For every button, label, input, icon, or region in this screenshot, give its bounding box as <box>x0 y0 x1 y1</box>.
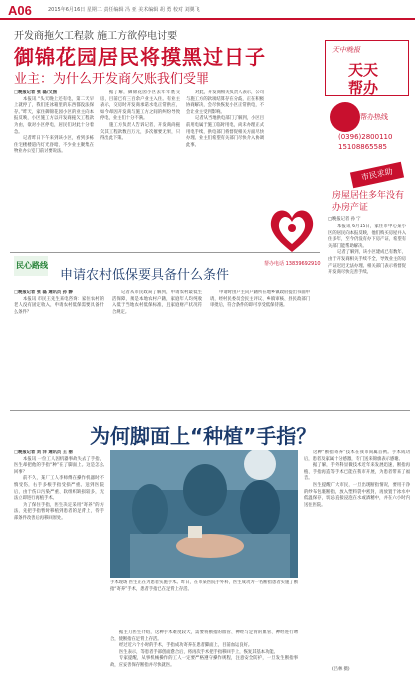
dateline: 2015年6月16日 星期二 责任编辑 冯 亚 美术编辑 胡 勇 校对 刘翼飞 <box>48 7 200 13</box>
lead-col1-para: 记者昨日下午来到该小区，看到多栋住宅楼楼道内灯光昏暗，不少业主聚集在物业办公室门前讨要说法。 <box>14 136 94 155</box>
lead-col3-para: 记者从当地供电部门了解到，小区目前用电属于施工临时用电，尚未办理正式用电手续，供电部门将督促相关方面尽快办理。业主们希望有关部门尽快介入协调此事。 <box>186 116 264 148</box>
section2-brand: 民心路线 <box>16 261 48 270</box>
section2-column-3 <box>210 290 310 402</box>
feature-column-bottom <box>110 630 298 670</box>
right-rail <box>324 40 410 320</box>
surgery-photo <box>110 450 298 578</box>
lead-col2-para: 据了解，御锦花园小区去年年底交房，目前已有三百余户业主入住。有业主表示，交房时开发商承诺水电正常供应，如今却因开发商与施工方之间的纠纷导致停电，业主们十分不满。 <box>100 90 180 122</box>
photo-caption: 手术现场 医生正在为患者实施手术。昨日，在市某医院手外科，医生成功为一名断指患者实施了断指“寄养”手术，患者手指已在足背上存活。 <box>110 580 298 592</box>
section2-column-2 <box>112 290 202 402</box>
lead-column-1 <box>14 90 94 250</box>
page-header-bar <box>0 0 415 20</box>
rail-title-line1: 天天 <box>348 61 379 79</box>
lead-col3-para: 对此，开发商相关负责人表示，公司与施工方的款项结算存在分歧，正在积极协商解决，会尽快恢复小区正常供电，不会让业主受到影响。 <box>186 90 264 115</box>
lead-column-2 <box>100 90 180 250</box>
rail-byline: □晚报记者 孙 宁 <box>328 217 361 222</box>
section-divider <box>10 410 410 411</box>
section-divider <box>10 252 320 253</box>
phone-icon <box>330 102 360 132</box>
feature-right-para: 医生提醒广大市民，一旦出现断指情况，要用干净的纱布包裹断指，放入塑料袋中密封，再放置于冰水中低温保存，切忌直接浸泡在水或酒精中，并在六小时内送往医院。 <box>304 482 410 508</box>
feature-col2-para: 经过近六个小时的手术，手指成功寄养在患者脚面上，目前血运良好。 <box>119 643 253 649</box>
section2-byline: □晚报记者 张 磊 通讯员 孙 静 <box>14 290 73 295</box>
rail-body <box>328 224 406 320</box>
feature-right-para: 据了解，手外科显微技术近年来发展迅速，断指再植、手指再造等手术已能在我市开展，为患者带来了福音。 <box>304 463 410 482</box>
section2-column-1 <box>14 290 104 402</box>
section2-headline: 申请农村低保要具备什么条件 <box>60 268 230 283</box>
lead-headline: 御锦花园居民将摸黑过日子 <box>14 45 266 69</box>
rail-title-box <box>325 40 409 96</box>
rail-title-line2: 帮办 <box>348 79 379 97</box>
lead-kicker: 开发商拖欠工程款 施工方欲停电讨要 <box>14 31 178 42</box>
feature-col2-para: 据主刀医生介绍，这种手术难度较大，需要将断指的血管、神经与足背的血管、神经进行吻合，使断指在足背上存活。 <box>110 630 298 642</box>
section2-col3-para: 申请时由户主向户籍所在地乡镇政府提出书面申请，经村民委员会民主评议、乡镇审核、县民政部门审批后，符合条件的即可享受低保待遇。 <box>210 290 310 309</box>
rail-body-para: 记者了解到，该小区建成已有数年，由于开发商相关手续不全，导致业主的房产证迟迟无法办理。相关部门表示将督促开发商尽快完善手续。 <box>328 250 406 276</box>
feature-col1-para: 本报讯 一位工人因机器事故失去了手指，医生却把他的手指“种”在了脚面上。这是怎么回事？ <box>14 456 104 475</box>
feature-right-para: 这种“断指寄养”技术在我市尚属首例。手术成功后，患者及家属十分感激，专门送来锦旗表示感谢。 <box>304 450 410 462</box>
hotline-phone-2: 15108865585 <box>338 143 387 151</box>
feature-col3-para: 专家提醒，从事机械操作的工人一定要严格遵守操作规程，注意安全防护，一旦发生断指事故，应妥善保存断指并尽快就医。 <box>110 656 298 668</box>
heart-caption: 帮办电话 13839692910 <box>264 261 321 267</box>
feature-headline: 为何脚面上“种植”手指？ <box>90 424 317 448</box>
page-number: A06 <box>8 3 32 18</box>
hotline-phone-1: (0396)2800110 <box>338 133 393 141</box>
feature-col3-para: 医生表示，等患者手部创面愈合后，将再次手术把手指移回手上，恢复其基本功能。 <box>119 649 278 655</box>
rail-headline: 房屋居住多年没有办房产证 <box>332 191 405 213</box>
section2-col2-para: 记者从市民政局了解到，申请农村最低生活保障，须是本地农村户籍，家庭年人均纯收入低于当地农村低保标准，且家庭财产状况符合规定。 <box>112 290 202 315</box>
photo-source: (吕林 摄) <box>332 667 350 672</box>
lead-col2-para: 施工方负责人告诉记者，开发商尚拖欠其工程款数百万元，多次催要无果，只得出此下策。 <box>100 122 180 142</box>
feature-byline: □晚报记者 刘 洋 通讯员 王 丽 <box>14 450 73 455</box>
feature-col1-para: 前不久，某厂工人李师傅在操作机器时不慎受伤，右手多根手指受损严重。送到医院后，由于伤口污染严重、软组织缺损较多，无法立即进行再植手术。 <box>14 476 104 502</box>
section2-col1-para: 本报讯 市民王先生来电咨询：家住农村的老人没有固定收入，申请农村低保需要具备什么条件？ <box>14 296 104 315</box>
rail-brand: 天中晚报 <box>332 46 360 54</box>
feature-column-right <box>304 450 410 664</box>
hotline-phones <box>338 132 392 152</box>
lead-byline: □晚报记者 张 磊/文图 <box>14 90 57 95</box>
heart-logo-icon <box>268 204 316 258</box>
feature-col1-para: 为了保住手指，医生决定采用“寄养”的方法，先把手指暂时移植到患者的足背上，待手部条件改善后再移回原处。 <box>14 502 104 521</box>
rail-ribbon: 市民求助 <box>350 162 404 188</box>
lead-subhead: 业主：为什么开发商欠账我们受罪 <box>14 72 210 87</box>
hotline-label: 帮办热线 <box>360 113 388 121</box>
rail-body-para: 本报讯 6月15日，家住市中心某小区的居民向本报反映，他们购买房屋并入住多年，至今仍没有办下房产证，希望有关部门能帮助解决。 <box>328 224 406 249</box>
lead-column-3 <box>186 90 264 250</box>
feature-column-1 <box>14 450 104 666</box>
lead-col1-para: 本报讯 “头天晚上还有电，第二天早上就停了，我们连冰箱里的东西都没法保存。”昨天，家住御锦花园小区的业主向本报反映，小区施工方以开发商拖欠工程款为由，欲对小区停电，居民们对此十分着急。 <box>14 96 94 135</box>
